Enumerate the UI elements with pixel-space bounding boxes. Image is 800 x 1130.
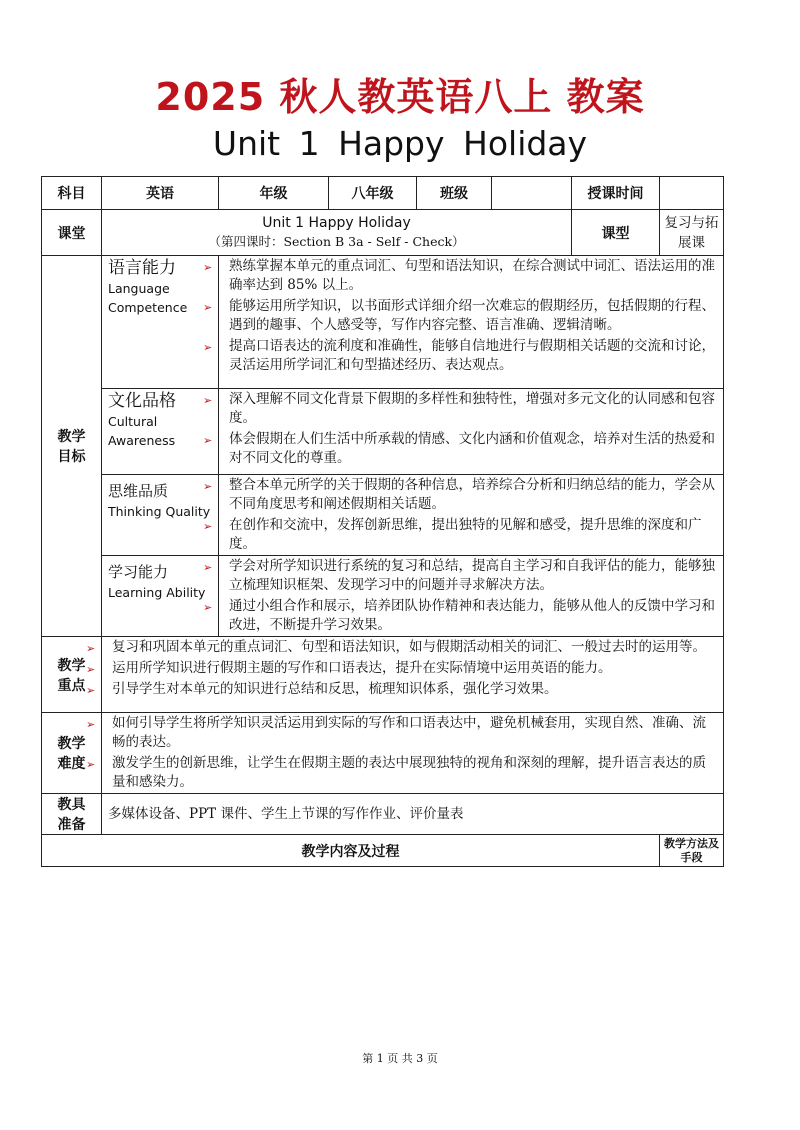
arrow-bullet-icon: ➢ xyxy=(86,663,96,676)
lesson-label: 课堂 xyxy=(42,210,102,256)
objective-items-culture xyxy=(203,389,724,475)
arrow-bullet-icon: ➢ xyxy=(203,520,213,533)
list-item: 提高口语表达的流利度和准确性，能够自信地进行与假期相关话题的交流和讨论，灵活运用所学词汇和句型描述经历、表达观点。 ➢ xyxy=(203,338,715,373)
objective-items-thinking xyxy=(203,475,724,556)
list-item: 熟练掌握本单元的重点词汇、句型和语法知识，在综合测试中词汇、语法运用的准确率达到 85% 以上。 ➢ xyxy=(203,258,715,293)
materials-label: 教具准备 xyxy=(42,794,102,835)
difficulties-label: 教学难度 xyxy=(42,713,102,794)
grade-label: 年级 xyxy=(219,177,329,210)
objective-name-cn: 学习能力 xyxy=(108,563,169,581)
objective-name-cn: 文化品格 xyxy=(108,391,176,411)
objective-name-en: Learning Ability xyxy=(108,585,206,600)
objective-name-cn: 语言能力 xyxy=(108,258,176,278)
list-item: 复习和巩固本单元的重点词汇、句型和语法知识，如与假期活动相关的词汇、一般过去时的运用等。 ➢ xyxy=(102,637,723,658)
lesson-title-cell xyxy=(102,210,572,256)
arrow-bullet-icon: ➢ xyxy=(86,718,96,731)
objective-items-language xyxy=(203,256,724,389)
list-item: 引导学生对本单元的知识进行总结和反思，梳理知识体系，强化学习效果。 ➢ xyxy=(102,679,723,700)
grade-value: 八年级 xyxy=(329,177,417,210)
list-item: 深入理解不同文化背景下假期的多样性和独特性，增强对多元文化的认同感和包容度。 ➢ xyxy=(203,391,715,426)
arrow-bullet-icon: ➢ xyxy=(203,301,213,314)
arrow-bullet-icon: ➢ xyxy=(86,758,96,771)
list-item: 学会对所学知识进行系统的复习和总结，提高自主学习和自我评估的能力，能够独立梳理知识框架、发现学习中的问题并寻求解决方法。 ➢ xyxy=(203,558,715,593)
arrow-bullet-icon: ➢ xyxy=(203,394,213,407)
lesson-subtitle: （第四课时：Section B 3a - Self - Check） xyxy=(208,234,465,249)
arrow-bullet-icon: ➢ xyxy=(203,434,213,447)
arrow-bullet-icon: ➢ xyxy=(86,684,96,697)
lesson-plan-table xyxy=(41,176,724,867)
objective-name-cn: 思维品质 xyxy=(108,482,169,500)
list-item: 能够运用所学知识，以书面形式详细介绍一次难忘的假期经历，包括假期的行程、遇到的趣事、个人感受等，写作内容完整、语言准确、逻辑清晰。 ➢ xyxy=(203,298,715,333)
arrow-bullet-icon: ➢ xyxy=(203,480,213,493)
objective-group-language xyxy=(102,256,219,389)
key-points-label: 教学重点 xyxy=(42,637,102,713)
list-item: 激发学生的创新思维，让学生在假期主题的表达中展现独特的视角和深刻的理解，提升语言表达的质量和感染力。 ➢ xyxy=(86,755,706,790)
arrow-bullet-icon: ➢ xyxy=(86,642,96,655)
list-item: 体会假期在人们生活中所承载的情感、文化内涵和价值观念，培养对生活的热爱和对不同文化的尊重。 ➢ xyxy=(203,431,715,466)
objective-group-thinking xyxy=(102,475,219,556)
list-item: 运用所学知识进行假期主题的写作和口语表达，提升在实际情境中运用英语的能力。 ➢ xyxy=(102,658,723,679)
method-label: 教学方法及手段 xyxy=(660,835,724,867)
arrow-bullet-icon: ➢ xyxy=(203,561,213,574)
class-value[interactable] xyxy=(492,177,572,210)
arrow-bullet-icon: ➢ xyxy=(203,601,213,614)
materials-value: 多媒体设备、PPT 课件、学生上节课的写作作业、评价量表 xyxy=(102,794,724,835)
objective-items-learning xyxy=(203,556,724,637)
unit-title: Unit 1 Happy Holiday xyxy=(212,124,588,163)
subject-value: 英语 xyxy=(102,177,219,210)
list-item: 如何引导学生将所学知识灵活运用到实际的写作和口语表达中，避免机械套用，实现自然、准确、流畅的表达。 ➢ xyxy=(86,715,706,750)
time-value[interactable] xyxy=(660,177,724,210)
page-footer: 第 1 页 共 3 页 xyxy=(362,1052,438,1065)
class-label: 班级 xyxy=(417,177,492,210)
objective-name-en: Thinking Quality xyxy=(108,504,211,519)
lesson-type-value: 复习与拓展课 xyxy=(660,210,724,256)
objective-group-learning xyxy=(102,556,219,637)
list-item: 在创作和交流中，发挥创新思维，提出独特的见解和感受，提升思维的深度和广度。 ➢ xyxy=(203,517,702,552)
arrow-bullet-icon: ➢ xyxy=(203,261,213,274)
objective-name-en: Cultural Awareness xyxy=(108,414,176,448)
list-item: 整合本单元所学的关于假期的各种信息，培养综合分析和归纳总结的能力，学会从不同角度思考和阐述假期相关话题。 ➢ xyxy=(203,477,715,512)
objectives-label: 教学目标 xyxy=(42,256,102,637)
key-points-items xyxy=(86,637,724,713)
lesson-title: Unit 1 Happy Holiday xyxy=(262,215,411,231)
list-item: 通过小组合作和展示，培养团队协作精神和表达能力，能够从他人的反馈中学习和改进，不断提升学习效果。 ➢ xyxy=(203,598,715,633)
objective-name-en: Language Competence xyxy=(108,281,188,315)
objective-group-culture xyxy=(102,389,219,475)
document-title: 2025 秋人教英语八上 教案 xyxy=(155,75,645,119)
arrow-bullet-icon: ➢ xyxy=(203,341,213,354)
lesson-type-label: 课型 xyxy=(572,210,660,256)
difficulties-items xyxy=(86,713,724,794)
process-label: 教学内容及过程 xyxy=(42,835,660,867)
time-label: 授课时间 xyxy=(572,177,660,210)
subject-label: 科目 xyxy=(42,177,102,210)
